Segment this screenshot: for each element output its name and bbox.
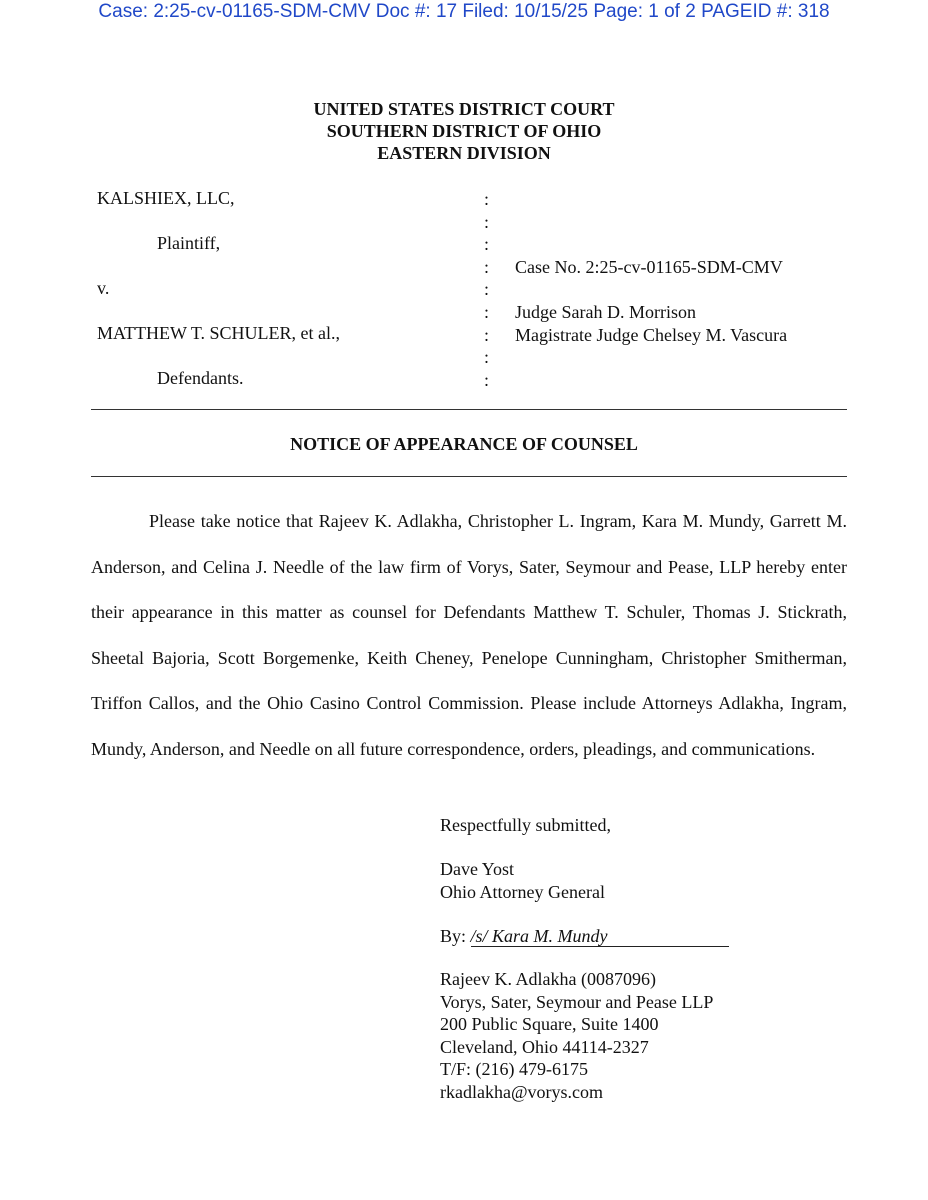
versus-label: v. [97, 278, 110, 298]
title-divider [91, 476, 847, 477]
plaintiff-name: KALSHIEX, LLC, [97, 188, 235, 208]
magistrate-judge-name: Magistrate Judge Chelsey M. Vascura [515, 324, 788, 345]
court-name: UNITED STATES DISTRICT COURT [313, 99, 615, 119]
defendant-name: MATTHEW T. SCHULER, et al., [97, 323, 340, 343]
court-division: EASTERN DIVISION [377, 143, 551, 163]
notice-body-paragraph: Please take notice that Rajeev K. Adlakha, Christopher L. Ingram, Kara M. Mundy, Garrett M. Anderson, and Celina J. Needle of the law firm of Vorys, Sater, Seymour and Pease, LLP hereby enter their appearance in this matter as counsel for Defendants Matthew T. Schuler, Thomas J. Stickrath, Sheetal Bajoria, Scott Borgemenke, Keith Cheney, Penelope Cunningham, Christopher Smitherman, Triffon Callos, and the Ohio Casino Control Commission. Please include Attorneys Adlakha, Ingram, Mundy, Anderson, and Needle on all future correspondence, orders, pleadings, and communications. [91, 511, 847, 759]
attorney-contact-block [440, 968, 713, 1103]
caption-colon: : [484, 256, 490, 277]
email-address: rkadlakha@vorys.com [440, 1081, 604, 1102]
caption-colon: : [484, 234, 490, 255]
address-line-1: 200 Public Square, Suite 1400 [440, 1014, 659, 1034]
attorney-general-title: Ohio Attorney General [440, 881, 605, 902]
attorney-name: Rajeev K. Adlakha (0087096) [440, 969, 656, 989]
caption-colon: : [484, 279, 490, 300]
caption-colon-column [484, 188, 489, 391]
case-header-banner: Case: 2:25-cv-01165-SDM-CMV Doc #: 17 Filed: 10/15/25 Page: 1 of 2 PAGEID #: 318 [98, 1, 830, 22]
caption-colon: : [484, 369, 490, 390]
caption-colon: : [484, 211, 490, 232]
caption-colon: : [484, 347, 490, 368]
case-caption-info [515, 256, 787, 346]
attorney-general-block [440, 858, 605, 903]
caption-divider [91, 409, 847, 410]
caption-colon: : [484, 324, 490, 345]
caption-colon: : [484, 301, 490, 322]
signature-text: /s/ Kara M. Mundy [470, 926, 608, 946]
electronic-signature [471, 926, 729, 947]
law-firm: Vorys, Sater, Seymour and Pease LLP [440, 991, 714, 1012]
phone-number: T/F: (216) 479-6175 [440, 1059, 588, 1079]
caption-spacer [515, 279, 787, 302]
attorney-general-name: Dave Yost [440, 859, 515, 879]
by-label: By: [440, 926, 467, 946]
defendant-role: Defendants. [157, 368, 244, 388]
plaintiff-role: Plaintiff, [157, 233, 221, 253]
judge-name: Judge Sarah D. Morrison [515, 302, 696, 322]
court-heading [0, 98, 928, 164]
closing-phrase: Respectfully submitted, [440, 815, 611, 835]
address-line-2: Cleveland, Ohio 44114-2327 [440, 1036, 649, 1057]
document-title: NOTICE OF APPEARANCE OF COUNSEL [290, 434, 638, 454]
signature-line-block [440, 925, 729, 948]
case-number: Case No. 2:25-cv-01165-SDM-CMV [515, 257, 783, 277]
caption-colon: : [484, 189, 490, 209]
court-district: SOUTHERN DISTRICT OF OHIO [326, 121, 602, 141]
